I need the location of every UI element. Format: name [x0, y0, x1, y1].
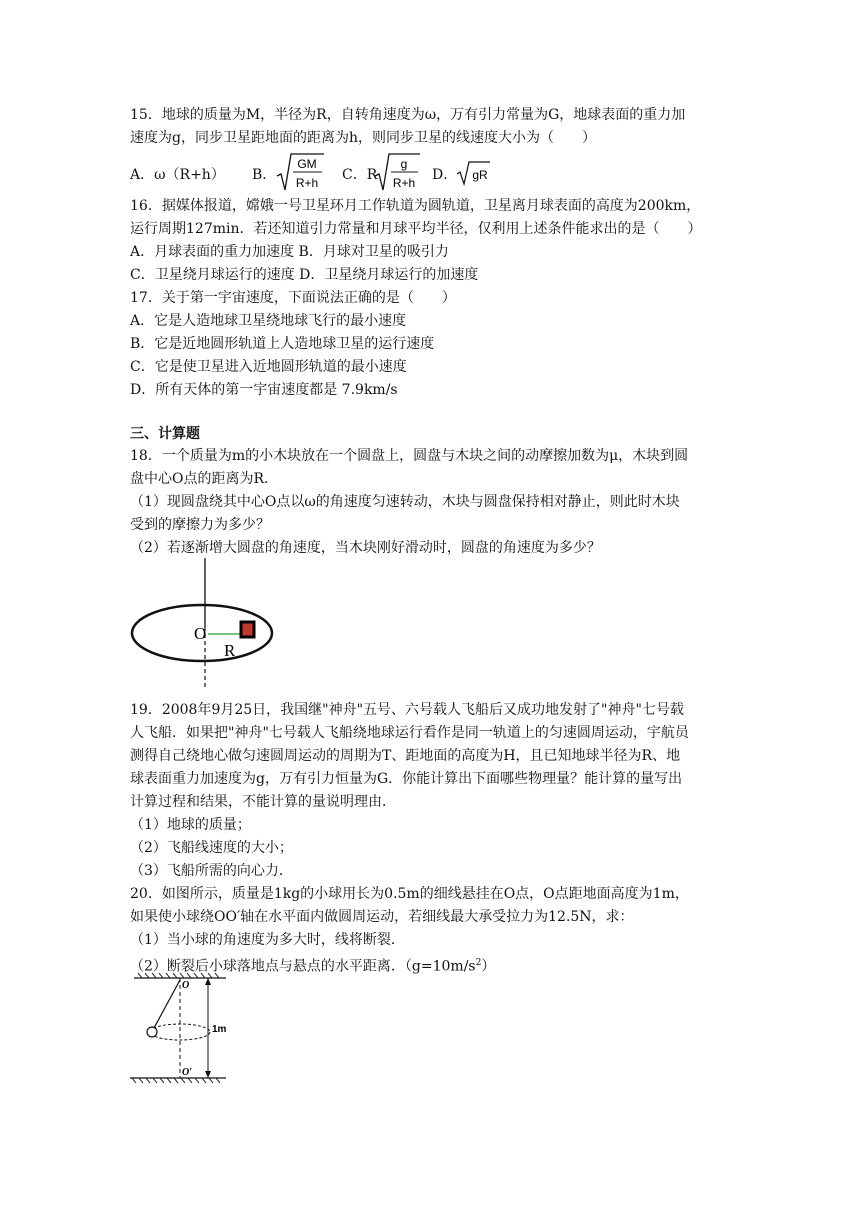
- q19-stem-line4: 球表面重力加速度为g，万有引力恒量为G．你能计算出下面哪些物理量？能计算的量写出: [130, 771, 683, 787]
- q20-sub2: （2）断裂后小球落地点与悬点的水平距离．$(g=10m/s^2)$: [130, 958, 496, 975]
- q15-stem-line1: 15．地球的质量为M，半径为R，自转角速度为ω，万有引力常量为G，地球表面的重力加: [130, 107, 686, 123]
- q20-stem-line2: 如果使小球绕OO′轴在水平面内做圆周运动，若细线最大承受拉力为12.5N，求：: [130, 909, 634, 925]
- q15-option-d-expr: gR: [472, 168, 488, 182]
- rotating-disk-figure: [128, 558, 278, 690]
- q16-stem-line2: 运行周期127min．若还知道引力常量和月球平均半径，仅利用上述条件能求出的是（ ）: [130, 221, 702, 237]
- disk-center-label: O: [194, 624, 207, 643]
- q18-sub1-line2: 受到的摩擦力为多少？: [130, 517, 270, 533]
- q17-option-b: B．它是近地圆形轨道上人造地球卫星的运行速度: [130, 336, 435, 352]
- q15-option-c-numerator: g: [400, 157, 408, 171]
- q16-options-cd: C．卫星绕月球运行的速度 D．卫星绕月球运行的加速度: [130, 267, 479, 283]
- q18-stem-line1: 18．一个质量为m的小木块放在一个圆盘上，圆盘与木块之间的动摩擦加数为μ，木块到圆: [130, 448, 689, 464]
- q15-stem-line2: 速度为g，同步卫星距地面的距离为h，则同步卫星的线速度大小为（ ）: [130, 130, 596, 146]
- q16-options-ab: A．月球表面的重力加速度 B．月球对卫星的吸引力: [130, 244, 449, 260]
- q20-stem-line1: 20．如图所示，质量是1kg的小球用长为0.5m的细线悬挂在O点，O点距地面高度为1m，: [130, 886, 689, 902]
- q19-stem-line2: 人飞船．如果把"神舟"七号载人飞船绕地球运行看作是同一轨道上的匀速圆周运动，宇航员: [130, 725, 689, 741]
- q15-option-c-formula: [374, 150, 422, 194]
- q19-stem-line5: 计算过程和结果，不能计算的量说明理由．: [130, 794, 396, 810]
- pivot-label: O: [182, 980, 190, 991]
- q15-option-d-formula: [456, 160, 492, 186]
- q19-sub1: （1）地球的质量；: [130, 817, 251, 833]
- q18-stem-line2: 盘中心O点的距离为R．: [130, 471, 279, 487]
- q15-option-b-denominator: R+h: [295, 176, 319, 190]
- q15-option-a: A．ω（R+h）: [130, 167, 225, 183]
- radius-label: R: [224, 641, 236, 660]
- q18-sub1-line1: （1）现圆盘绕其中心O点以ω的角速度匀速转动，木块与圆盘保持相对静止，则此时木块: [130, 494, 680, 510]
- q19-sub3: （3）飞船所需的向心力．: [130, 863, 293, 879]
- q15-option-b-numerator: GM: [297, 157, 317, 171]
- q15-options: [130, 150, 730, 194]
- q17-option-c: C．它是使卫星进入近地圆形轨道的最小速度: [130, 359, 407, 375]
- section-heading: 三、计算题: [130, 426, 200, 442]
- q17-option-d: D．所有天体的第一宇宙速度都是 7.9km/s: [130, 382, 398, 398]
- q15-option-c-label: C．R: [342, 167, 378, 183]
- q19-stem-line1: 19．2008年9月25日，我国继"神舟"五号、六号载人飞船后又成功地发射了"神舟"七号载: [130, 702, 684, 718]
- pendulum-figure: [128, 972, 230, 1086]
- height-label: 1m: [212, 1024, 227, 1035]
- axis-bottom-label: O′: [182, 1067, 193, 1078]
- q17-stem: 17．关于第一宇宙速度，下面说法正确的是（ ）: [130, 290, 456, 306]
- q20-sub1: （1）当小球的角速度为多大时，线将断裂．: [130, 932, 405, 948]
- q15-option-c-denominator: R+h: [392, 176, 416, 190]
- q15-option-b-formula: [276, 150, 326, 194]
- q15-option-d-label: D．: [432, 167, 458, 183]
- q15-option-b-label: B．: [252, 167, 277, 183]
- q17-option-a: A．它是人造地球卫星绕地球飞行的最小速度: [130, 313, 407, 329]
- q19-sub2: （2）飞船线速度的大小；: [130, 840, 293, 856]
- q16-stem-line1: 16．据媒体报道，嫦娥一号卫星环月工作轨道为圆轨道，卫星离月球表面的高度为200km，: [130, 198, 701, 214]
- q18-sub2: （2）若逐渐增大圆盘的角速度，当木块刚好滑动时，圆盘的角速度为多少？: [130, 540, 601, 556]
- q19-stem-line3: 测得自己绕地心做匀速圆周运动的周期为T、距地面的高度为H，且已知地球半径为R、地: [130, 748, 681, 764]
